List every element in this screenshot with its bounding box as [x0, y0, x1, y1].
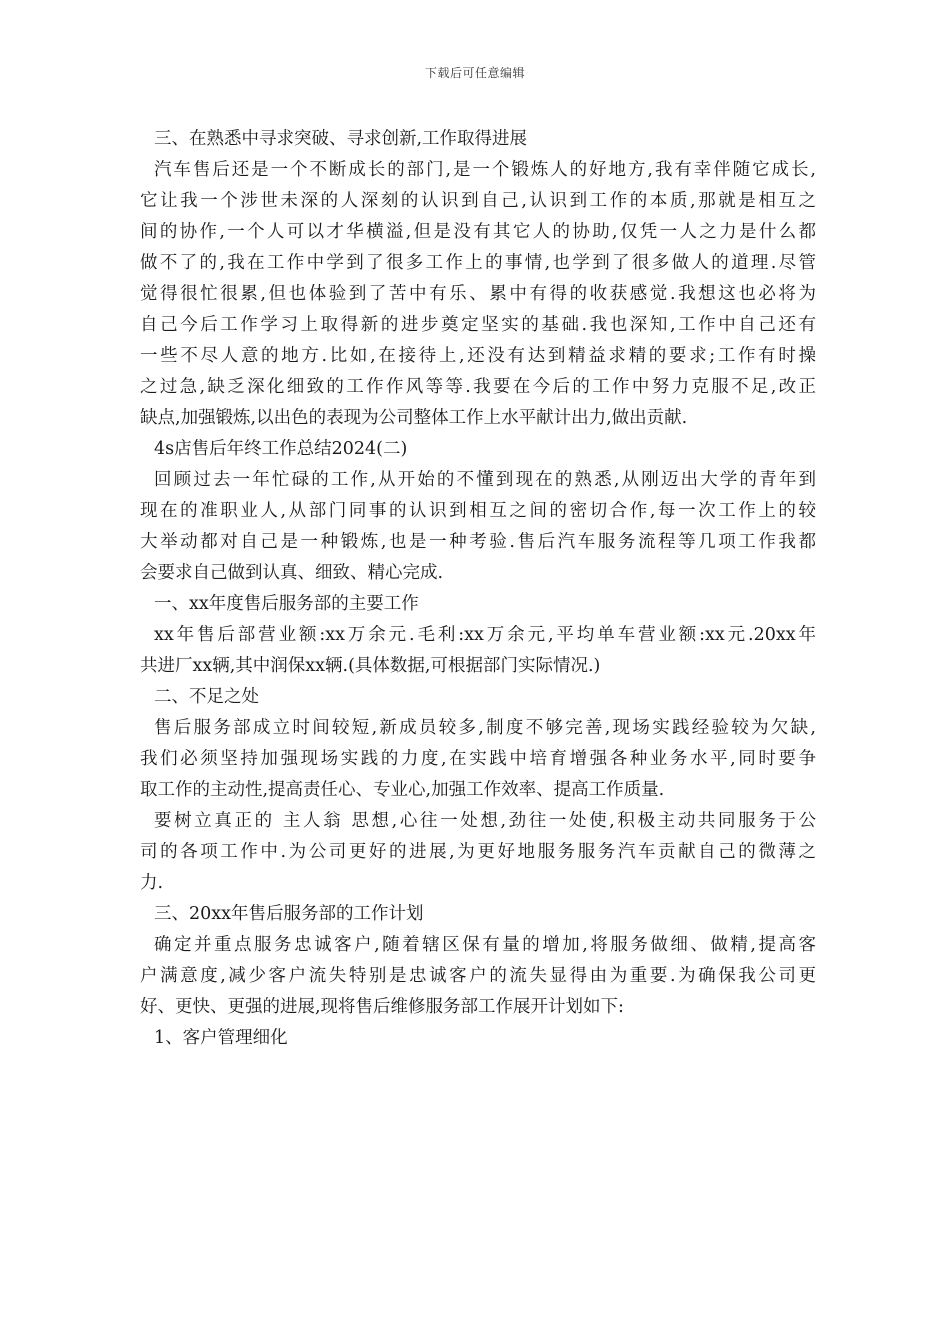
text-line: 三、在熟悉中寻求突破、寻求创新,工作取得进展 — [154, 129, 528, 149]
text-line: 大举动都对自己是一种锻炼,也是一种考验.售后汽车服务流程等几项工作我都 — [140, 532, 816, 552]
text-line: 1、客户管理细化 — [154, 1028, 288, 1048]
body-paragraph — [140, 713, 816, 806]
text-line: 三、20xx年售后服务部的工作计划 — [154, 904, 424, 924]
body-paragraph — [140, 930, 816, 1023]
text-line: 力. — [140, 873, 164, 893]
text-line: 好、更快、更强的进展,现将售后维修服务部工作展开计划如下: — [140, 997, 624, 1017]
text-line: 它让我一个涉世未深的人深刻的认识到自己,认识到工作的本质,那就是相互之 — [140, 191, 816, 211]
text-line: xx年售后部营业额:xx万余元.毛利:xx万余元,平均单车营业额:xx元.20xx年 — [154, 625, 816, 645]
text-line: 现在的准职业人,从部门同事的认识到相互之间的密切合作,每一次工作上的较 — [140, 501, 816, 521]
text-line: 汽车售后还是一个不断成长的部门,是一个锻炼人的好地方,我有幸伴随它成长, — [154, 160, 816, 180]
body-paragraph — [140, 465, 816, 589]
text-line: 做不了的,我在工作中学到了很多工作上的事情,也学到了很多做人的道理.尽管 — [140, 253, 816, 273]
body-paragraph — [140, 155, 816, 434]
text-line: 售后服务部成立时间较短,新成员较多,制度不够完善,现场实践经验较为欠缺, — [154, 718, 816, 738]
section-heading — [140, 682, 816, 713]
text-line: 回顾过去一年忙碌的工作,从开始的不懂到现在的熟悉,从刚迈出大学的青年到 — [154, 470, 816, 490]
document-body — [140, 124, 816, 1054]
section-heading — [140, 899, 816, 930]
text-line: 二、不足之处 — [154, 687, 259, 707]
section-heading — [140, 434, 816, 465]
text-line: 会要求自己做到认真、细致、精心完成. — [140, 563, 444, 583]
text-line: 一、xx年度售后服务部的主要工作 — [154, 594, 419, 614]
page-header-note: 下载后可任意编辑 — [424, 66, 525, 80]
section-heading — [140, 589, 816, 620]
text-line: 确定并重点服务忠诚客户,随着辖区保有量的增加,将服务做细、做精,提高客 — [154, 935, 816, 955]
section-heading — [140, 124, 816, 155]
body-paragraph — [140, 806, 816, 899]
text-line: 4s店售后年终工作总结2024(二) — [154, 439, 408, 459]
text-line: 自己今后工作学习上取得新的进步奠定坚实的基础.我也深知,工作中自己还有 — [140, 315, 816, 335]
text-line: 一些不尽人意的地方.比如,在接待上,还没有达到精益求精的要求;工作有时操 — [140, 346, 816, 366]
text-line: 觉得很忙很累,但也体验到了苦中有乐、累中有得的收获感觉.我想这也必将为 — [140, 284, 816, 304]
text-line: 间的协作,一个人可以才华横溢,但是没有其它人的协助,仅凭一人之力是什么都 — [140, 222, 816, 242]
text-line: 户满意度,减少客户流失特别是忠诚客户的流失显得由为重要.为确保我公司更 — [140, 966, 816, 986]
text-line: 我们必须坚持加强现场实践的力度,在实践中培育增强各种业务水平,同时要争 — [140, 749, 816, 769]
section-heading — [140, 1023, 816, 1054]
text-line: 取工作的主动性,提高责任心、专业心,加强工作效率、提高工作质量. — [140, 780, 665, 800]
text-line: 缺点,加强锻炼,以出色的表现为公司整体工作上水平献计出力,做出贡献. — [140, 408, 688, 428]
body-paragraph — [140, 620, 816, 682]
text-line: 司的各项工作中.为公司更好的进展,为更好地服务服务汽车贡献自己的微薄之 — [140, 842, 816, 862]
text-line: 要树立真正的 主人翁 思想,心往一处想,劲往一处使,积极主动共同服务于公 — [154, 811, 816, 831]
text-line: 共进厂xx辆,其中润保xx辆.(具体数据,可根据部门实际情况.) — [140, 656, 601, 676]
text-line: 之过急,缺乏深化细致的工作作风等等.我要在今后的工作中努力克服不足,改正 — [140, 377, 816, 397]
